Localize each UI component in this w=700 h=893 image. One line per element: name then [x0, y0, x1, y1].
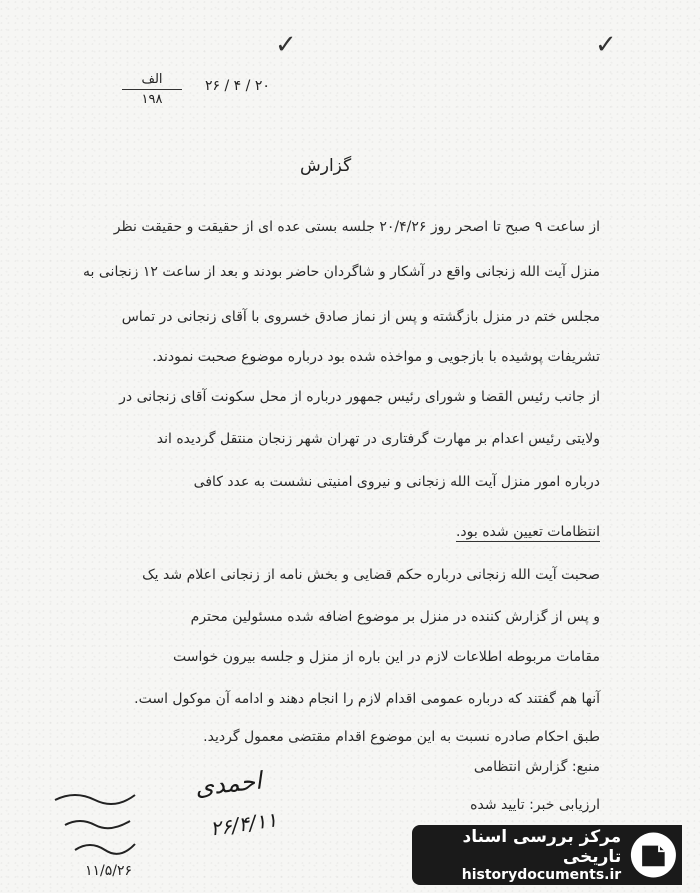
watermark-url: historydocuments.ir [461, 867, 622, 883]
body-line: تشریفات پوشیده با بازجویی و مواخذه شده بود درباره موضوع صحبت نمودند. [152, 349, 600, 365]
body-line: ولایتی رئیس اعدام بر مهارت گرفتاری در تهران شهر زنجان منتقل گردیده اند [156, 431, 600, 447]
body-line: طبق احکام صادره نسبت به این موضوع اقدام مقتضی معمول گردید. [203, 729, 600, 745]
divider [122, 89, 182, 90]
watermark-banner [412, 825, 682, 885]
body-line: آنها هم گفتند که درباره عمومی اقدام لازم را انجام دهند و ادامه آن موکول است. [134, 691, 600, 707]
letter-date: ۲۰ / ۴ / ۲۶ [205, 78, 270, 94]
body-line: از ساعت ۹ صبح تا اصحر روز ۲۰/۴/۲۶ جلسه بستی عده ای از حقیقت و حقیقت نظر [113, 219, 600, 235]
punch-mark-icon: ✓ [275, 30, 297, 60]
body-line: ارزیابی خبر: تایید شده [470, 797, 600, 813]
body-line: مقامات مربوطه اطلاعات لازم در این باره از منزل و جلسه بیرون خواست [173, 649, 600, 665]
body-line: مجلس ختم در منزل بازگشته و پس از نماز صادق خسروی با آقای زنجانی در تماس [121, 309, 600, 325]
signature: احمدی [193, 766, 264, 802]
letter-number [122, 72, 182, 107]
handwriting-stroke [65, 821, 130, 828]
body-line: منزل آیت الله زنجانی واقع در آشکار و شاگردان حاضر بودند و بعد از ساعت ۱۲ زنجانی به [83, 264, 600, 280]
handwriting-stroke [55, 795, 135, 804]
body-line: صحبت آیت الله زنجانی درباره حکم قضایی و بخش نامه از زنجانی اعلام شد یک [142, 567, 600, 583]
letter-number-bottom: ۱۹۸ [141, 92, 163, 107]
letter-number-top: الف [141, 72, 163, 87]
body-line: درباره امور منزل آیت الله زنجانی و نیروی امنیتی نشست به عدد کافی [193, 474, 600, 490]
handwriting-stroke [75, 844, 135, 854]
margin-note-text: ۱۱/۵/۲۶ [85, 863, 133, 879]
logo-document [642, 846, 665, 867]
letter-title: گزارش [300, 156, 352, 176]
archive-logo-icon [629, 829, 678, 881]
watermark-title: مرکز بررسی اسناد تاریخی [462, 827, 622, 867]
punch-mark-icon: ✓ [595, 30, 617, 60]
body-line: از جانب رئیس القضا و شورای رئیس جمهور درباره از محل سکونت آقای زنجانی در [119, 389, 600, 405]
body-line-underlined: انتظامات تعیین شده بود. [455, 524, 600, 540]
body-line: منبع: گزارش انتظامی [473, 759, 600, 775]
handwritten-margin-note [45, 770, 165, 880]
body-line: و پس از گزارش کننده در منزل بر موضوع اضافه شده مسئولین محترم [190, 609, 600, 625]
watermark-text [412, 827, 629, 883]
signature-date: ۲۶/۴/۱۱ [208, 807, 279, 841]
